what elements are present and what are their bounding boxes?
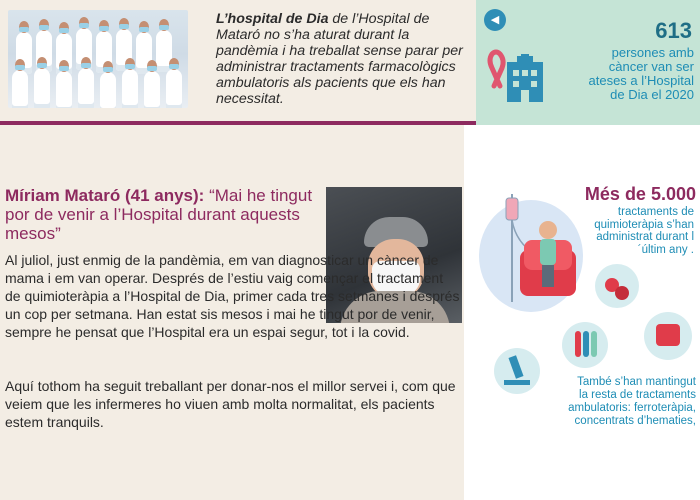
section-divider: [0, 121, 476, 125]
chevron-left-icon[interactable]: ◀: [484, 9, 506, 31]
patient-quote: “Mai he tingut por de venir a l’Hospital durant aquests mesos”: [5, 186, 313, 243]
intro-text: [216, 11, 466, 107]
microscope-icon: [494, 348, 540, 394]
stat-number: 613: [655, 18, 692, 43]
treatments-text: tractaments de quimioteràpia s’han administrat durant l´últim any .: [594, 206, 694, 256]
treatments-title: Més de 5.000: [584, 184, 696, 204]
intro-bold: L’hospital de Dia: [216, 11, 329, 27]
iv-drip-icon: [476, 184, 586, 314]
article-headline: [5, 186, 315, 243]
team-photo: [8, 10, 188, 108]
treatments-also-text: També s’han mantingut la resta de tractaments ambulatoris: ferroteràpia, concentrats d’hematies,: [568, 376, 696, 427]
test-tubes-icon: [562, 322, 608, 368]
hospital-icon: [503, 54, 547, 104]
article-paragraph-1: Al juliol, just enmig de la pandèmia, em van diagnosticar un càncer de mama i em van operar. Després de l’estiu vaig començar el tractament de quimioteràpia a l’Hospital de Dia, primer cada tres setmanes i després un cop per setmana. Han estat sis mesos i mai he tingut por de venir, sempre he pensat que l’Hospital era un espai segur, tot i la covid.: [5, 252, 460, 340]
intro-rest: de l’Hospital de Mataró no s’ha aturat durant la pandèmia i ha treballat sense parar per administrar tractaments farmacològics ambulatoris als pacients que els han necessitat.: [216, 11, 463, 107]
blood-cells-icon: [595, 264, 639, 308]
stat-text: persones amb càncer van ser ateses a l’Hospital de Dia el 2020: [588, 45, 694, 102]
article-paragraph-2: Aquí tothom ha seguit treballant per donar-nos el millor servei i, com que veiem que les infermeres ho viuen amb molta normalitat, els pacients estem tranquils.: [5, 378, 456, 430]
blood-bag-icon: [644, 312, 692, 360]
patient-name: Míriam Mataró (41 anys):: [5, 186, 210, 205]
